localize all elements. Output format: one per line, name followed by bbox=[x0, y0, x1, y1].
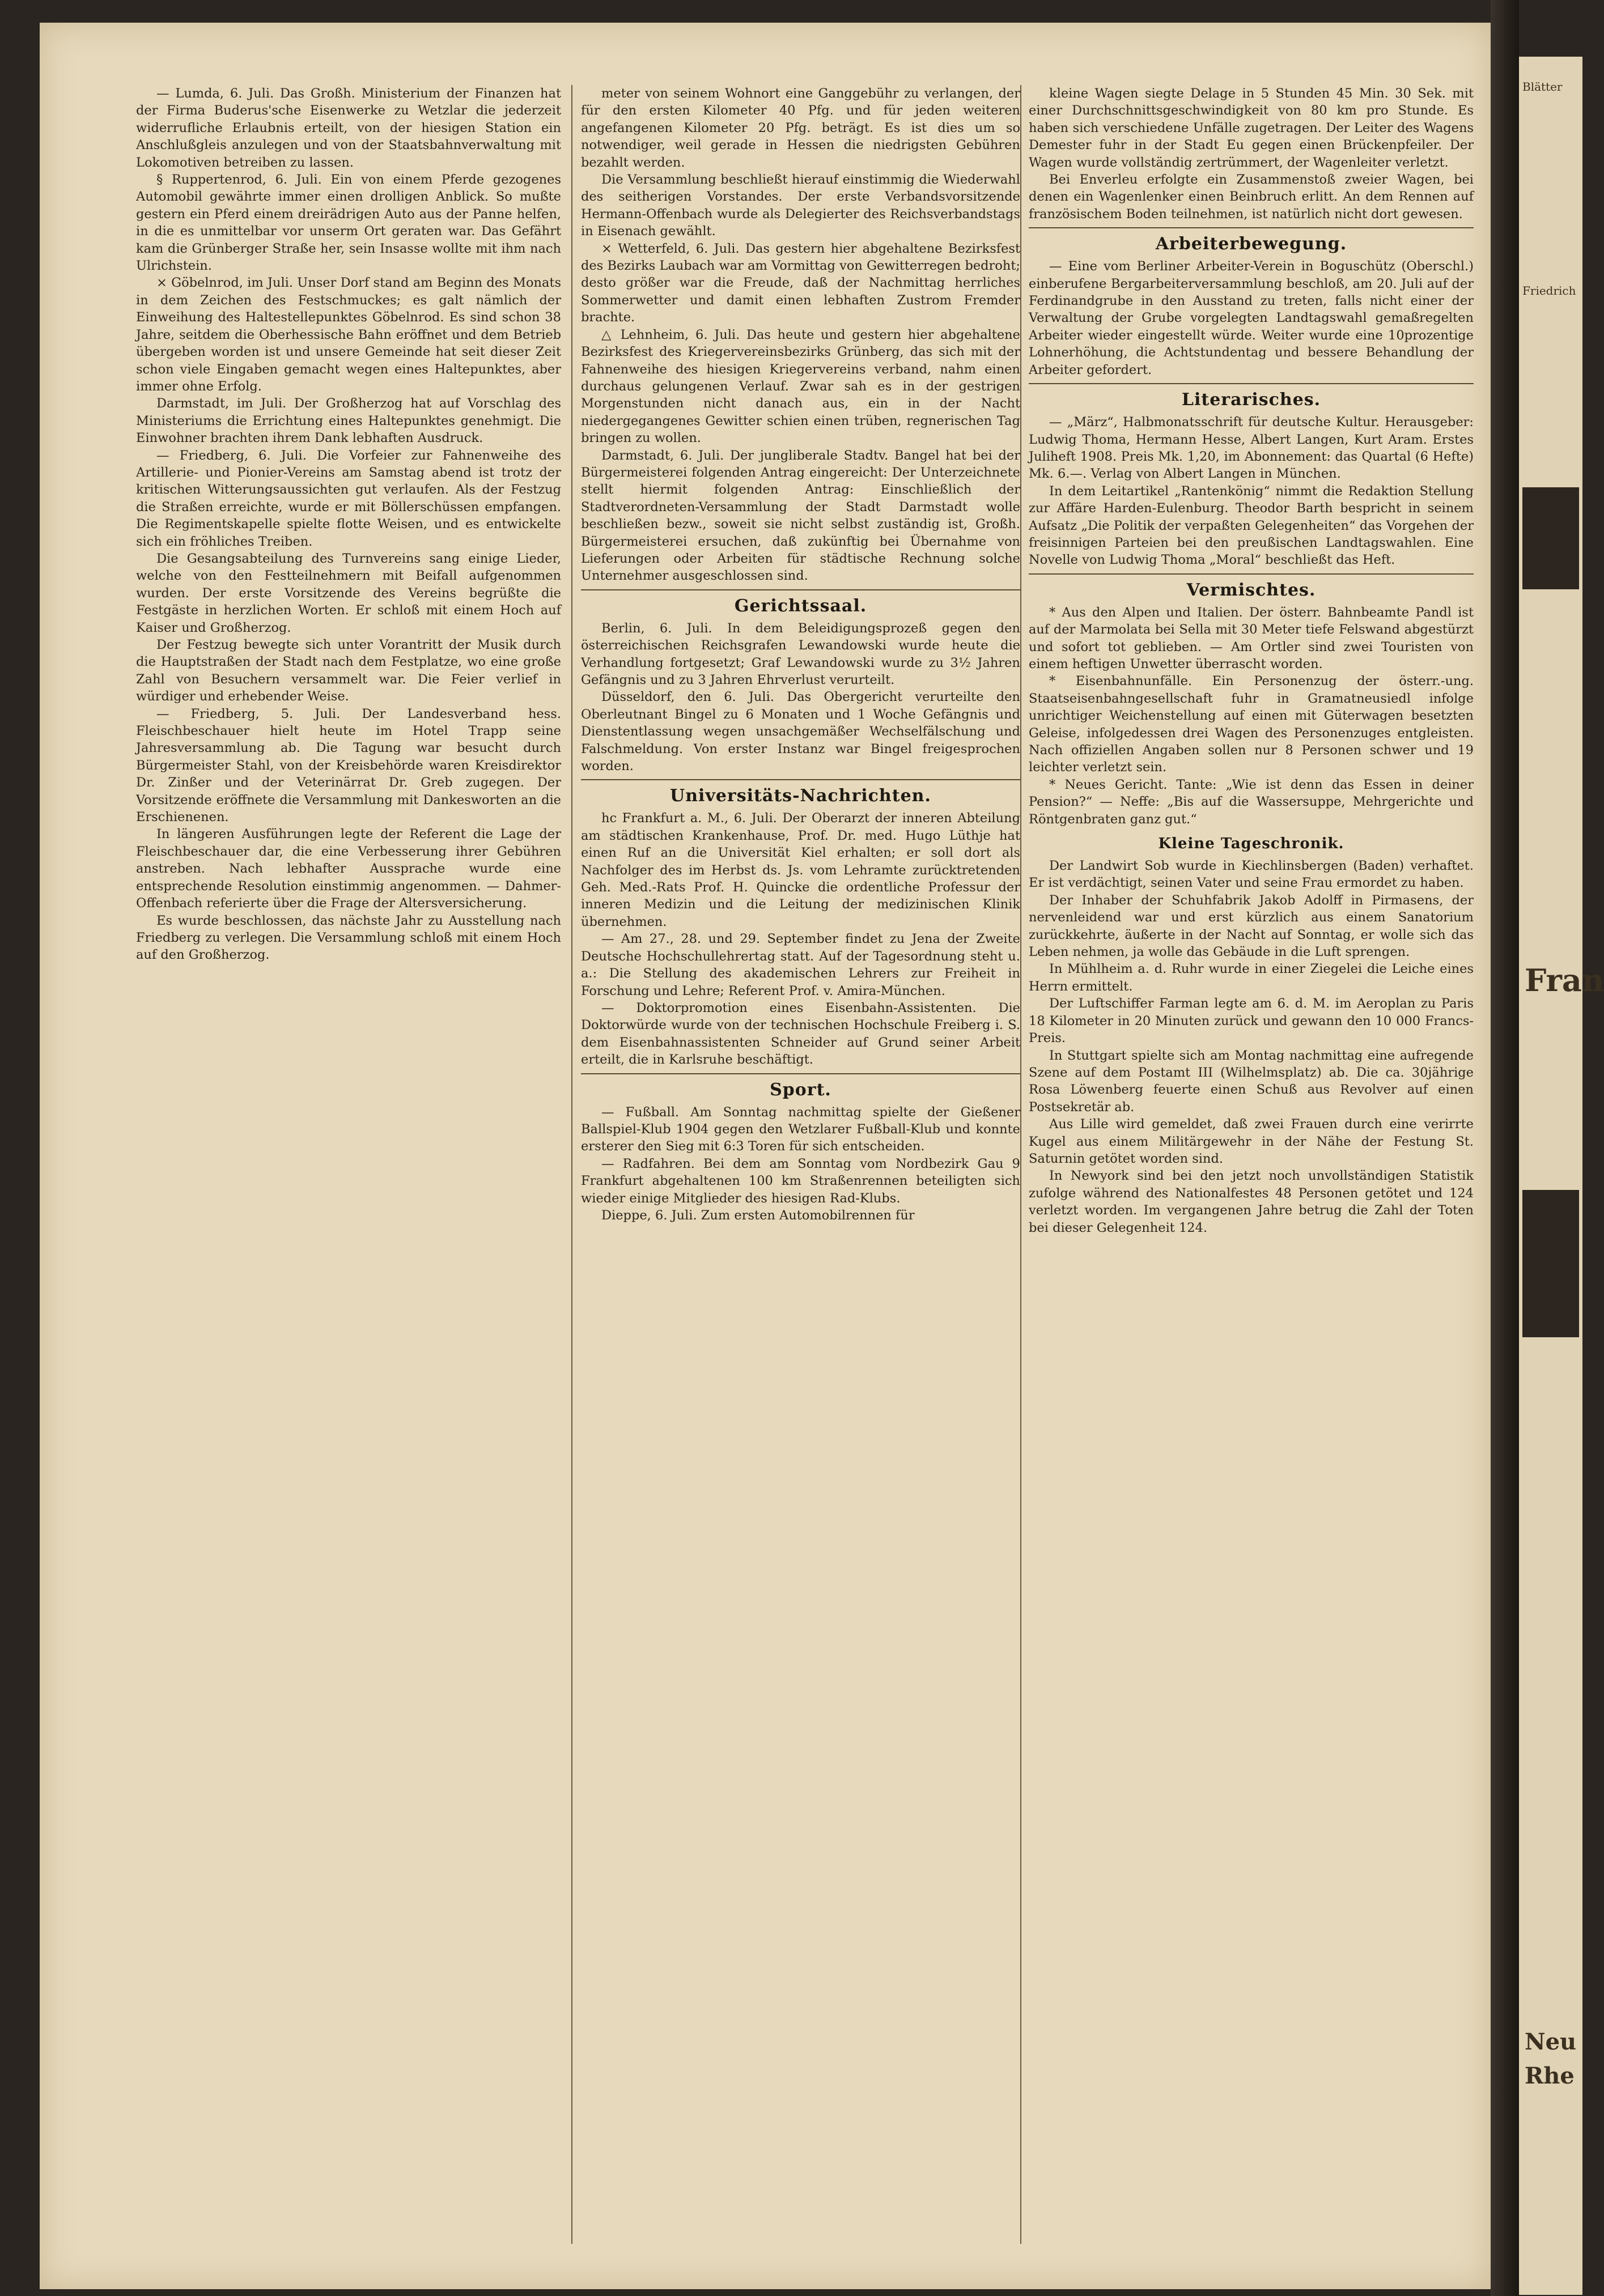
article-paragraph: In Mühlheim a. d. Ruhr wurde in einer Ziegelei die Leiche eines Herrn ermittelt. bbox=[1029, 962, 1474, 994]
article-paragraph: Darmstadt, 6. Juli. Der jungliberale Stadtv. Bangel hat bei der Bürgermeisterei folgenden Antrag eingereicht: Der Unterzeichnete stellt hiermit folgenden Antrag: Einschließlich der Stadtverordneten-Versammlung der Stadt Darmstadt wolle beschließen bezw., soweit sie nicht selbst zuständig ist, Großh. Bürgermeisterei ersuchen, daß zukünftig bei Übernahme von Lieferungen oder Arbeiten für städtische Rechnung solche Unternehmer ausgeschlossen sind. bbox=[581, 448, 1020, 584]
section-divider bbox=[1029, 383, 1474, 384]
article-paragraph: In längeren Ausführungen legte der Referent die Lage der Fleischbeschauer dar, die eine Verbesserung ihrer Gebühren anstreben. Nach lebhafter Aussprache wurde eine entsprechende Resolution einstimmig angenommen. — Dahmer-Offenbach referierte über die Frage der Altersversicherung. bbox=[136, 827, 561, 911]
article-paragraph: hc Frankfurt a. M., 6. Juli. Der Oberarzt der inneren Abteilung am städtischen Krankenhause, Prof. Dr. med. Hugo Lüthje hat einen Ruf an die Universität Kiel erhalten; er soll dort als Nachfolger des im Herbst ds. Js. vom Lehramte zurücktretenden Geh. Med.-Rats Prof. H. Quincke die ordentliche Professur der inneren Medizin und die Leitung der medizinischen Klinik übernehmen. bbox=[581, 811, 1020, 929]
article-paragraph: — Eine vom Berliner Arbeiter-Verein in Boguschütz (Oberschl.) einberufene Bergarbeiterversammlung beschloß, am 20. Juli auf der Ferdinandgrube in den Ausstand zu treten, falls nicht einer der Verwaltung der Grube vorgelegten Landtagswahl gemaßregelten Arbeiter wieder eingestellt würde. Weiter wurde eine 10prozentige Lohnerhöhung, die Achtstundentag und bessere Behandlung der Arbeiter gefordert. bbox=[1029, 259, 1474, 377]
column-rule bbox=[1020, 85, 1021, 2244]
article-paragraph: △ Lehnheim, 6. Juli. Das heute und gestern hier abgehaltene Bezirksfest des Kriegervereinsbezirks Grünberg, das sich mit der Fahnenweihe des hiesigen Kriegervereins verband, nahm einen durchaus gelungenen Verlauf. Zwar sah es in der gestrigen Morgenstunden nicht danach aus, ein in der Nacht niedergegangenes Gewitter schien einen trüben, regnerischen Tag bringen zu wollen. bbox=[581, 327, 1020, 446]
article-paragraph: Darmstadt, im Juli. Der Großherzog hat auf Vorschlag des Ministeriums die Errichtung eines Haltepunktes genehmigt. Die Einwohner brachten ihrem Dank lebhaften Ausdruck. bbox=[136, 396, 561, 446]
section-heading-universitaet: Universitäts-Nachrichten. bbox=[670, 786, 931, 806]
article-paragraph: meter von seinem Wohnort eine Ganggebühr zu verlangen, der für den ersten Kilometer 40 Pfg. und für jeden weiteren angefangenen Kilometer 20 Pfg. beträgt. Es ist dies um so notwendiger, weil gerade in Hessen die niedrigsten Gebühren bezahlt werden. bbox=[581, 86, 1020, 170]
adjacent-page-ad-block bbox=[1522, 487, 1579, 589]
section-heading-literarisches: Literarisches. bbox=[1181, 390, 1321, 410]
section-heading-sport: Sport. bbox=[770, 1079, 831, 1100]
article-paragraph: kleine Wagen siegte Delage in 5 Stunden 45 Min. 30 Sek. mit einer Durchschnittsgeschwindigkeit von 80 km pro Stunde. Es haben sich verschiedene Unfälle zugetragen. Der Leiter des Wagens Demester fuhr in der Stadt Eu gegen einen Brückenpfeiler. Der Wagen wurde vollständig zertrümmert, der Wagenleiter verletzt. bbox=[1029, 86, 1474, 170]
article-paragraph: Es wurde beschlossen, das nächste Jahr zu Ausstellung nach Friedberg zu verlegen. Die Versammlung schloß mit einem Hoch auf den Großherzog. bbox=[136, 913, 561, 963]
article-paragraph: — Doktorpromotion eines Eisenbahn-Assistenten. Die Doktorwürde wurde von der technischen Hochschule Freiberg i. S. dem Eisenbahnassistenten Schneider auf Grund seiner Arbeit erteilt, die in Karlsruhe beschäftigt. bbox=[581, 1000, 1020, 1068]
article-paragraph: — Am 27., 28. und 29. September findet zu Jena der Zweite Deutsche Hochschullehrertag statt. Auf der Tagesordnung steht u. a.: Die Stellung des akademischen Lehrers zur Freiheit in Forschung und Lehre; Referent Prof. v. Amira-München. bbox=[581, 932, 1020, 998]
right-column bbox=[1029, 85, 1474, 2250]
article-paragraph: — „März“, Halbmonatsschrift für deutsche Kultur. Herausgeber: Ludwig Thoma, Hermann Hesse, Albert Langen, Kurt Aram. Erstes Juliheft 1908. Preis Mk. 1,20, im Abonnement: das Quartal (6 Hefte) Mk. 6.—. Verlag von Albert Langen in München. bbox=[1029, 415, 1474, 482]
article-paragraph: Die Versammlung beschließt hierauf einstimmig die Wiederwahl des seitherigen Vorstandes. Der erste Verbandsvorsitzende Hermann-Offenbach wurde als Delegierter des Reichsverbandstags in Eisenach gewählt. bbox=[581, 172, 1020, 239]
article-paragraph: In Newyork sind bei den jetzt noch unvollständigen Statistik zufolge während des Nationalfestes 48 Personen getötet und 124 verletzt worden. Im vergangenen Jahre betrug die Zahl der Toten bei dieser Gelegenheit 124. bbox=[1029, 1168, 1474, 1235]
article-paragraph: — Friedberg, 6. Juli. Die Vorfeier zur Fahnenweihe des Artillerie- und Pionier-Vereins am Samstag abend ist trotz der kritischen Witterungsaussichten gut verlaufen. Als der Festzug die Straßen erreichte, wurde er mit Böllerschüssen empfangen. Die Regimentskapelle spielte flotte Weisen, und es entwickelte sich ein fröhliches Treiben. bbox=[136, 448, 561, 549]
article-paragraph: * Aus den Alpen und Italien. Der österr. Bahnbeamte Pandl ist auf der Marmolata bei Sella mit 30 Meter tiefe Felswand abgestürzt und sofort tot geblieben. — Am Ortler sind zwei Touristen von einem heftigen Unwetter überrascht worden. bbox=[1029, 605, 1474, 671]
section-divider bbox=[1029, 573, 1474, 575]
article-paragraph: Die Gesangsabteilung des Turnvereins sang einige Lieder, welche von den Festteilnehmern mit Beifall aufgenommen wurden. Der erste Vorsitzende des Vereins begrüßte die Festgäste in herzlichen Worten. Er schloß mit einem Hoch auf Kaiser und Großherzog. bbox=[136, 551, 561, 635]
adjacent-page-ad-block bbox=[1522, 1190, 1579, 1337]
article-paragraph: * Neues Gericht. Tante: „Wie ist denn das Essen in deiner Pension?“ — Neffe: „Bis auf die Wassersuppe, Mehrgerichte und Röntgenbraten ganz gut.“ bbox=[1029, 777, 1474, 827]
adjacent-page-fragment: Neu bbox=[1525, 2029, 1577, 2055]
adjacent-page bbox=[1519, 57, 1604, 2295]
article-paragraph: Der Festzug bewegte sich unter Vorantritt der Musik durch die Hauptstraßen der Stadt nach dem Festplatze, wo eine große Zahl von Besuchern versammelt war. Die Feier verlief in würdiger und erhebender Weise. bbox=[136, 637, 561, 704]
section-heading-vermischtes: Vermischtes. bbox=[1186, 580, 1316, 600]
book-gutter bbox=[1491, 0, 1519, 2296]
article-paragraph: — Lumda, 6. Juli. Das Großh. Ministerium der Finanzen hat der Firma Buderus'sche Eisenwerke zu Wetzlar die jederzeit widerrufliche Erlaubnis erteilt, von der hiesigen Station ein Anschlußgleis anzulegen und von der Staatsbahnverwaltung mit Lokomotiven betreiben zu lassen. bbox=[136, 86, 561, 170]
article-paragraph: — Friedberg, 5. Juli. Der Landesverband hess. Fleischbeschauer hielt heute im Hotel Trapp seine Jahresversammlung ab. Die Tagung war besucht durch Bürgermeister Stahl, von der Kreisbehörde waren Kreisdirektor Dr. Zinßer und der Veterinärrat Dr. Greb zugegen. Der Vorsitzende eröffnete die Versammlung mit Dankesworten an die Erschienenen. bbox=[136, 706, 561, 825]
article-paragraph: Der Landwirt Sob wurde in Kiechlinsbergen (Baden) verhaftet. Er ist verdächtigt, seinen Vater und seine Frau ermordet zu haben. bbox=[1029, 858, 1474, 891]
middle-column bbox=[581, 85, 1020, 2250]
article-paragraph: — Fußball. Am Sonntag nachmittag spielte der Gießener Ballspiel-Klub 1904 gegen den Wetzlarer Fußball-Klub und konnte ersterer den Sieg mit 6:3 Toren für sich entscheiden. bbox=[581, 1104, 1020, 1154]
column-rule bbox=[571, 85, 572, 2244]
section-heading-arbeiterbewegung: Arbeiterbewegung. bbox=[1155, 234, 1347, 254]
article-paragraph: In Stuttgart spielte sich am Montag nachmittag eine aufregende Szene auf dem Postamt III (Wilhelmsplatz) ab. Die ca. 30jährige Rosa Löwenberg feuerte einen Schuß aus Revolver auf einen Postsekretär ab. bbox=[1029, 1048, 1474, 1115]
left-column bbox=[136, 85, 561, 2250]
article-paragraph: — Radfahren. Bei dem am Sonntag vom Nordbezirk Gau 9 Frankfurt abgehaltenen 100 km Straßenrennen beteiligten sich wieder einige Mitglieder des hiesigen Rad-Klubs. bbox=[581, 1156, 1020, 1206]
section-heading-gerichtssaal: Gerichtssaal. bbox=[734, 596, 867, 616]
section-divider bbox=[581, 1073, 1020, 1074]
adjacent-page-fragment: Friedrich bbox=[1522, 284, 1576, 297]
adjacent-page-fragment: Blätter bbox=[1522, 80, 1563, 93]
article-paragraph: Dieppe, 6. Juli. Zum ersten Automobilrennen für bbox=[601, 1207, 915, 1223]
article-paragraph: Berlin, 6. Juli. In dem Beleidigungsprozeß gegen den österreichischen Reichsgrafen Lewandowski wurde heute die Verhandlung fortgesetzt; Graf Lewandowski wurde zu 3½ Jahren Gefängnis und zu 3 Jahren Ehrverlust verurteilt. bbox=[581, 620, 1020, 687]
article-paragraph: Bei Enverleu erfolgte ein Zusammenstoß zweier Wagen, bei denen ein Wagenlenker einen Beinbruch erlitt. An dem Rennen auf französischem Boden teilnehmen, ist natürlich nicht dort gewesen. bbox=[1029, 172, 1474, 222]
article-paragraph: § Ruppertenrod, 6. Juli. Ein von einem Pferde gezogenes Automobil gewährte immer einen drolligen Anblick. So mußte gestern ein Pferd einem dreirädrigen Auto aus der Panne helfen, in die es unmittelbar vor unserm Ort geraten war. Das Gefährt kam die Grünberger Straße her, sein Insasse wollte mit ihm nach Ulrichstein. bbox=[136, 172, 561, 274]
section-divider bbox=[1029, 227, 1474, 228]
article-paragraph: × Göbelnrod, im Juli. Unser Dorf stand am Beginn des Monats in dem Zeichen des Festschmuckes; es galt nämlich der Einweihung des Haltestellepunktes Göbelnrod. Es sind schon 38 Jahre, seitdem die Oberhessische Bahn eröffnet und dem Betrieb übergeben worden ist und unsere Gemeinde hat seit dieser Zeit schon viele Eingaben gemacht wegen eines Haltepunktes, aber immer ohne Erfolg. bbox=[136, 275, 561, 394]
article-paragraph: * Eisenbahnunfälle. Ein Personenzug der österr.-ung. Staatseisenbahngesellschaft fuhr in Gramatneusiedl infolge unrichtiger Weichenstellung auf einen mit Güterwagen besetzten Geleise, infolgedessen drei Wagen des Personenzuges entgleisten. Nach offiziellen Angaben sollen nur 8 Personen schwer und 19 leichter verletzt sein. bbox=[1029, 674, 1474, 775]
adjacent-page-fragment: Rhe bbox=[1525, 2063, 1575, 2089]
article-paragraph: Der Luftschiffer Farman legte am 6. d. M. im Aeroplan zu Paris 18 Kilometer in 20 Minuten zurück und gewann den 10 000 Francs-Preis. bbox=[1029, 996, 1474, 1046]
article-paragraph: Düsseldorf, den 6. Juli. Das Obergericht verurteilte den Oberleutnant Bingel zu 6 Monaten und 1 Woche Gefängnis und Dienstentlassung wegen unsachgemäßer Wechselfälschung und Falschmeldung. Von erster Instanz war Bingel freigesprochen worden. bbox=[581, 690, 1020, 774]
adjacent-page-fragment: Fran bbox=[1525, 962, 1604, 998]
article-paragraph: Aus Lille wird gemeldet, daß zwei Frauen durch eine verirrte Kugel aus einem Militärgewehr in der Nähe der Festung St. Saturnin getötet worden sind. bbox=[1029, 1117, 1474, 1166]
section-divider bbox=[581, 779, 1020, 780]
article-paragraph: In dem Leitartikel „Rantenkönig“ nimmt die Redaktion Stellung zur Affäre Harden-Eulenburg. Theodor Barth bespricht in seinem Aufsatz „Die Politik der verpaßten Gelegenheiten“ das Vorgehen der freisinnigen Parteien bei den preußischen Landtagswahlen. Eine Novelle von Ludwig Thoma „Moral“ beschließt das Heft. bbox=[1029, 483, 1474, 568]
section-heading-tageschronik: Kleine Tageschronik. bbox=[1158, 835, 1344, 853]
section-divider bbox=[581, 589, 1020, 590]
article-paragraph: Der Inhaber der Schuhfabrik Jakob Adolff in Pirmasens, der nervenleidend war und erst kürzlich aus einem Sanatorium zurückkehrte, äußerte in der Nacht auf Sonntag, er wolle sich das Leben nehmen, ja wolle das Gebäude in die Luft sprengen. bbox=[1029, 892, 1474, 960]
article-paragraph: × Wetterfeld, 6. Juli. Das gestern hier abgehaltene Bezirksfest des Bezirks Laubach war am Vormittag von Gewitterregen bedroht; desto größer war die Freude, daß der Nachmittag herrliches Sommerwetter und damit einen lebhaften Zustrom Fremder brachte. bbox=[581, 241, 1020, 325]
